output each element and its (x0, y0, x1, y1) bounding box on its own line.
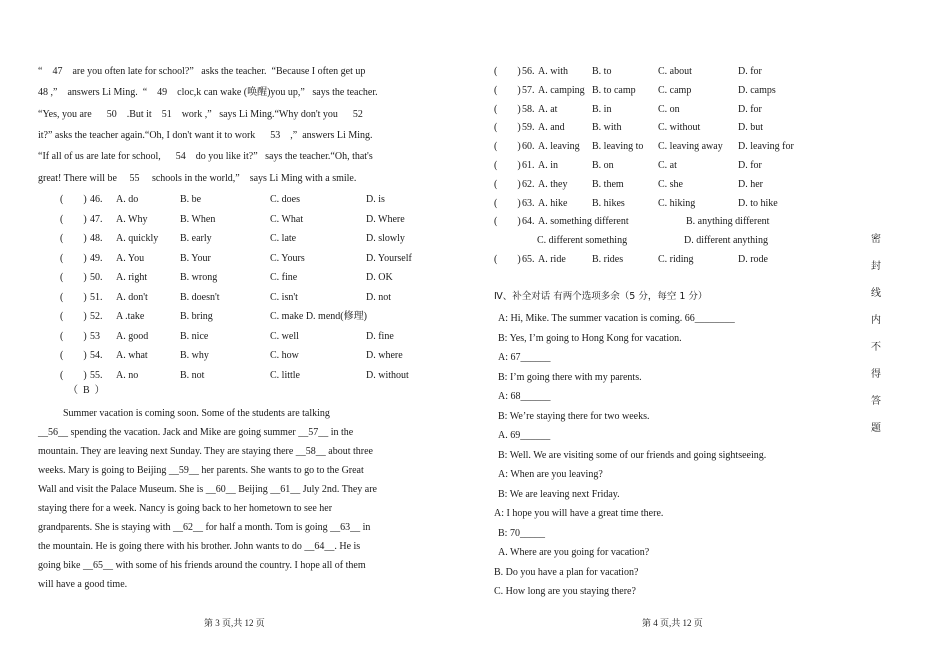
seal-char: 封 (871, 261, 881, 272)
question-option: C. fine (270, 272, 298, 283)
question-option: B. why (180, 350, 209, 361)
question-paren: ( ) (494, 160, 521, 171)
dialogue-line: A: Hi, Mike. The summer vacation is coming. 66________ (498, 313, 735, 324)
question-option: B. anything different (686, 216, 770, 228)
dialogue-line: B. Do you have a plan for vacation? (494, 566, 639, 578)
passage-b-line: will have a good time. (38, 579, 128, 590)
passage-b-line: the mountain. He is going there with his brother. John wants to do __64__. He is (38, 541, 361, 552)
passage-b-line: mountain. They are leaving next Sunday. They are staying there __58__ about three (38, 446, 373, 457)
question-paren: ( ) (494, 66, 521, 77)
question-option: D. where (366, 350, 403, 361)
question-option: A. right (116, 272, 148, 283)
question-option: B. with (592, 122, 622, 134)
dialogue-line: B: Yes, I’m going to Hong Kong for vacation. (498, 332, 682, 344)
question-paren: ( ) (60, 233, 87, 244)
question-number: 64. (522, 216, 535, 228)
page-footer-left: 第 3 页,共 12 页 (204, 618, 265, 628)
question-paren: ( ) (60, 213, 87, 225)
passage-a-line: “Yes, you are 50 .But it 51 work ,” says Li Ming.“Why don't you 52 (38, 108, 363, 120)
passage-a-line: “If all of us are late for school, 54 do you like it?” says the teacher.“Oh, that's (38, 151, 373, 163)
question-option: C. she (658, 178, 683, 190)
question-option: B. nice (180, 330, 209, 342)
question-option: C. at (658, 160, 677, 171)
question-option: A. something different (538, 216, 629, 228)
seal-char: 内 (871, 315, 881, 326)
dialogue-line: B: Well. We are visiting some of our friends and going sightseeing. (498, 449, 767, 461)
dialogue-line: B: I’m going there with my parents. (498, 371, 642, 383)
question-option: B. When (180, 213, 216, 225)
passage-b-line: weeks. Mary is going to Beijing __59__ her parents. She wants to go to the Great (38, 465, 364, 476)
seal-char: 密 (871, 234, 881, 245)
question-number: 49. (90, 252, 103, 264)
passage-a-line: “ 47 are you often late for school?” asks the teacher. “Because I often get up (38, 66, 366, 77)
question-option: A. leaving (538, 141, 580, 153)
question-option: A. ride (538, 254, 566, 265)
question-option: C. leaving away (658, 141, 723, 153)
question-option: D. for (738, 160, 762, 171)
question-number: 48. (90, 233, 103, 244)
question-option: B. them (592, 178, 624, 190)
question-number: 58. (522, 103, 535, 115)
question-option: B. bring (180, 311, 213, 322)
question-paren: ( ) (60, 350, 87, 361)
question-paren: ( ) (60, 369, 87, 381)
seal-char: 不 (871, 342, 881, 353)
question-paren: ( ) (494, 216, 521, 228)
dialogue-line: B: We are leaving next Friday. (498, 488, 620, 500)
question-option: B. wrong (180, 272, 218, 283)
question-number: 65. (522, 254, 535, 265)
seal-char: 题 (871, 423, 881, 434)
question-option: C. different something (537, 235, 628, 247)
dialogue-line: A: When are you leaving? (498, 469, 603, 480)
question-option: D. leaving for (738, 141, 794, 153)
question-option: C. riding (658, 254, 694, 265)
question-paren: ( ) (494, 84, 521, 96)
question-number: 62. (522, 178, 535, 190)
question-number: 56. (522, 66, 535, 77)
question-option: B. rides (592, 254, 624, 265)
question-option: B. leaving to (592, 141, 644, 153)
question-option: A. camping (538, 84, 585, 96)
question-option: B. to camp (592, 84, 636, 96)
question-option: C. does (270, 194, 300, 205)
question-option: D. camps (738, 84, 776, 96)
page-footer-right: 第 4 页,共 12 页 (642, 618, 703, 628)
question-paren: ( ) (60, 252, 87, 264)
dialogue-line: A. 69______ (498, 430, 551, 441)
dialogue-line: C. How long are you staying there? (494, 586, 636, 597)
question-paren: ( ) (60, 330, 87, 342)
question-number: 52. (90, 311, 103, 322)
question-option: D. but (738, 122, 763, 134)
question-option: A. good (116, 330, 149, 342)
question-option: B. be (180, 194, 202, 205)
seal-char: 线 (871, 288, 881, 299)
question-option: A. no (116, 369, 139, 381)
question-option: B. Your (180, 252, 211, 264)
question-number: 54. (90, 350, 103, 361)
question-option: A. do (116, 194, 139, 205)
question-option: D. Yourself (366, 252, 412, 264)
question-option: D. for (738, 103, 762, 115)
section-4-heading: Ⅳ、补全对话 有两个选项多余（5 分，每空 1 分） (494, 291, 708, 302)
question-option: C. camp (658, 84, 692, 96)
passage-a-line: great! There will be 55 schools in the world,” says Li Ming with a smile. (38, 172, 357, 184)
left-page (0, 0, 470, 672)
question-number: 53 (90, 330, 100, 342)
question-paren: ( ) (494, 197, 521, 209)
question-option: A. in (538, 160, 558, 171)
question-option: C. little (270, 369, 300, 381)
question-option: D. fine (366, 330, 394, 342)
question-option: D. slowly (366, 233, 405, 244)
question-paren: ( ) (494, 103, 521, 115)
question-option: D. different anything (684, 235, 768, 247)
question-option: C. isn't (270, 291, 298, 303)
question-paren: ( ) (494, 254, 521, 265)
question-number: 61. (522, 160, 535, 171)
question-number: 60. (522, 141, 535, 153)
question-option: A. Why (116, 213, 148, 225)
question-option: C. well (270, 330, 299, 342)
question-option: B. to (592, 66, 612, 77)
question-option: B. doesn't (180, 291, 220, 303)
passage-b-line: Summer vacation is coming soon. Some of the students are talking (38, 408, 330, 419)
question-paren: ( ) (60, 291, 87, 303)
question-option: D. Where (366, 213, 405, 225)
question-option: C. late (270, 233, 297, 244)
question-option: A. what (116, 350, 148, 361)
question-option: A .take (116, 311, 145, 322)
question-number: 51. (90, 291, 103, 303)
question-number: 50. (90, 272, 103, 283)
question-option: B. hikes (592, 197, 625, 209)
question-paren: ( ) (60, 311, 87, 322)
section-b-label: （ B ） (68, 385, 105, 396)
dialogue-line: B: We’re staying there for two weeks. (498, 410, 650, 422)
question-option: A. they (538, 178, 568, 190)
question-option: D. her (738, 178, 763, 190)
question-option: A. hike (538, 197, 568, 209)
question-option: B. in (592, 103, 612, 115)
question-number: 55. (90, 369, 103, 381)
question-paren: ( ) (494, 178, 521, 190)
passage-b-line: grandparents. She is staying with __62__ for half a month. Tom is going __63__ in (38, 522, 371, 533)
question-option: A. quickly (116, 233, 159, 244)
dialogue-line: B: 70_____ (498, 527, 545, 539)
question-number: 63. (522, 197, 535, 209)
question-option: D. OK (366, 272, 393, 283)
right-page (470, 0, 950, 672)
question-option: C. Yours (270, 252, 305, 264)
dialogue-line: A: 67______ (498, 352, 551, 363)
seal-char: 答 (871, 396, 881, 407)
dialogue-line: A: I hope you will have a great time there. (494, 508, 664, 519)
question-option: D. to hike (738, 197, 778, 209)
seal-char: 得 (871, 369, 881, 380)
passage-a-line: 48 ,” answers Li Ming. “ 49 cloc,k can wake (唤醒)you up,” says the teacher. (38, 87, 378, 99)
question-number: 59. (522, 122, 535, 134)
question-option: A. at (538, 103, 558, 115)
question-option: D. not (366, 291, 391, 303)
question-option: C. hiking (658, 197, 696, 209)
passage-b-line: __56__ spending the vacation. Jack and Mike are going summer __57__ in the (38, 427, 354, 438)
question-option: D. is (366, 194, 385, 205)
dialogue-line: A. Where are you going for vacation? (498, 547, 650, 558)
question-number: 57. (522, 84, 535, 96)
question-option: B. not (180, 369, 205, 381)
dialogue-line: A: 68______ (498, 391, 551, 402)
question-option: C. about (658, 66, 692, 77)
question-number: 46. (90, 194, 103, 205)
question-option: B. early (180, 233, 212, 244)
question-option: C. without (658, 122, 701, 134)
question-option: C. make D. mend(修理) (270, 311, 367, 322)
question-option: A. and (538, 122, 565, 134)
question-option: A. You (116, 252, 145, 264)
passage-b-line: going bike __65__ with some of his friends around the country. I hope all of them (38, 560, 366, 571)
question-paren: ( ) (60, 272, 87, 283)
question-number: 47. (90, 213, 103, 225)
question-option: D. rode (738, 254, 768, 265)
passage-b-line: Wall and visit the Palace Museum. She is __60__ Beijing __61__ July 2nd. They are (38, 484, 377, 495)
question-option: C. how (270, 350, 299, 361)
question-option: C. on (658, 103, 680, 115)
question-paren: ( ) (494, 141, 521, 153)
question-paren: ( ) (60, 194, 87, 205)
question-paren: ( ) (494, 122, 521, 134)
question-option: C. What (270, 213, 304, 225)
question-option: A. don't (116, 291, 148, 303)
passage-a-line: it?” asks the teacher again.“Oh, I don't want it to work 53 ,” answers Li Ming. (38, 129, 373, 141)
question-option: D. without (366, 369, 409, 381)
question-option: B. on (592, 160, 614, 171)
question-option: D. for (738, 66, 762, 77)
passage-b-line: staying there for a week. Nancy is going back to her hometown to see her (38, 503, 333, 514)
question-option: A. with (538, 66, 568, 77)
